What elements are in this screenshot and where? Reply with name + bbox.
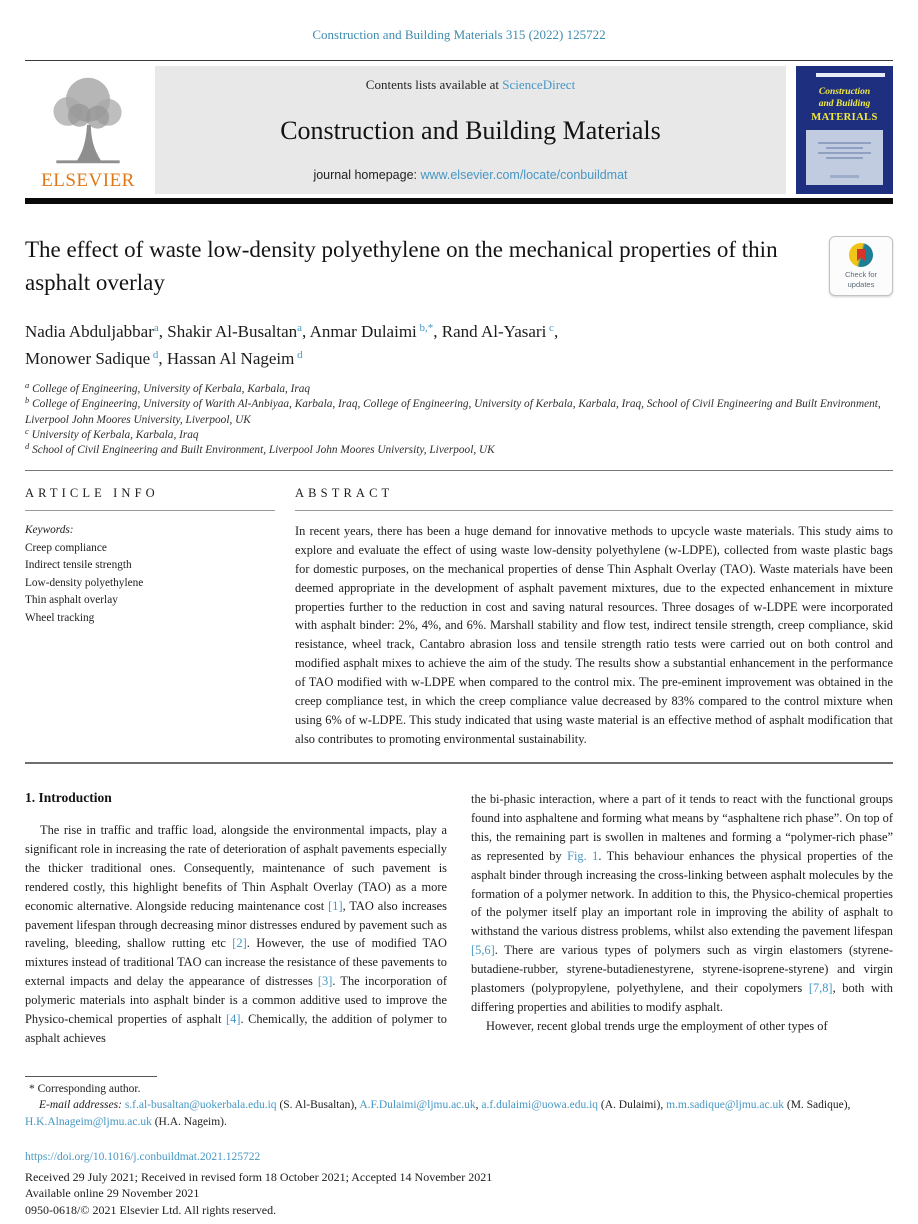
text-run: (M. Sadique), [783, 1099, 851, 1111]
text-run: The rise in traffic and traffic load, alongside the environmental impacts, play a significant role in increasing the rate of deterioration of asphalt pavements especially the thicker traditional ones. Consequently, maintenance of such pavement is rendered costly, this highlight benefits of Thin Asphalt Overlay (TAO) as a more economic alternative. Alongside reducing maintenance cost [25, 823, 447, 913]
elsevier-wordmark: ELSEVIER [41, 170, 135, 191]
email-addresses-line [25, 1097, 893, 1132]
text-run: , [302, 322, 310, 342]
article-info-column [25, 486, 275, 748]
abstract-bottom-divider [25, 762, 893, 764]
inline-link[interactable]: [1] [328, 898, 343, 913]
keyword-item: Creep compliance [25, 541, 107, 554]
body-two-columns [25, 790, 893, 1080]
affiliation-row [25, 382, 893, 397]
text-run: , [553, 322, 559, 342]
text-run: . Chemically, the addition of polymer to asphalt achieves [25, 1011, 448, 1045]
abstract-text: In recent years, there has been a huge demand for innovative methods to upcycle waste materials. This study aims to explore and evaluate the effect of using waste low-density polyethylene (w-LDPE), collected from waste plastic bags for domestic purposes, on the mechanical properties of dense Thin Asphalt Overlay (TAO). Waste materials have been deemed appropriate in the development of asphalt pavement mixtures, due to the expected enhancement in mixture properties further to the reduction in cost and saving natural resources. Three dosages of w-LDPE were incorporated with asphalt binder: 2%, 4%, and 6%. Marshall stability and flow test, indirect tensile strength, creep compliance, skid resistance, wheel track, Cantabro abrasion loss and tensile strength ratio tests were carried out on both control and modified asphalt mixes to achieve the aim of the study. The results show a substantial enhancement in the performance of TAO modified with w-LDPE when compared to the control mix. The pre-eminent improvement was obtained in the creep compliance test, in which the creep compliance value decreased by 83% compared to the control mixture when using 6% of w-LDPE. This study indicated that using waste material is an effective method of asphalt modification that also contributes to promoting environmental sustainability. [295, 524, 893, 746]
doi-link[interactable]: https://doi.org/10.1016/j.conbuildmat.2021.125722 [25, 1151, 261, 1163]
homepage-label: journal homepage: [313, 168, 421, 182]
sciencedirect-link[interactable]: ScienceDirect [502, 77, 576, 92]
body-paragraph [25, 821, 447, 1047]
affiliation-row [25, 397, 893, 428]
journal-masthead [25, 60, 893, 194]
text-run: However, recent global trends urge the employment of other types of [486, 1018, 828, 1033]
text-run: Rand Al-Yasari [441, 322, 547, 342]
keyword-item: Wheel tracking [25, 611, 95, 624]
inline-link[interactable]: [4] [226, 1011, 241, 1026]
cover-panel-line [826, 157, 863, 159]
elsevier-tree-icon [44, 73, 132, 169]
cover-top-bar [816, 73, 885, 77]
text-run: , [433, 322, 442, 342]
cover-title-line2: and Building [818, 99, 871, 110]
affiliation-text: School of Civil Engineering and Built Environment, Liverpool John Moores University, Liverpool, UK [32, 444, 495, 456]
text-run: Nadia Abduljabbar [25, 322, 154, 342]
introduction-heading: 1. Introduction [25, 790, 112, 806]
check-for-updates-label [833, 270, 889, 290]
affiliation-row [25, 425, 893, 443]
inline-link[interactable]: Fig. 1 [567, 848, 599, 863]
inline-link[interactable]: H.K.Alnageim@ljmu.ac.uk [25, 1116, 152, 1129]
footnote-block [25, 1076, 893, 1132]
cover-title-line1: Construction [818, 87, 871, 97]
affiliation-sup: b [25, 395, 30, 406]
text-run: . There are various types of polymers such as virgin elastomers (styrene-butadiene-rubber, styrene-butadienestyrene, styrene-isoprene-styrene) and virgin plastomers (polypropylene, polyethylene, and their copolymers [471, 943, 893, 995]
body-paragraph [471, 1017, 893, 1036]
cover-panel-line [826, 147, 863, 149]
homepage-link[interactable]: www.elsevier.com/locate/conbuildmat [420, 168, 628, 182]
author-superscript: b,* [416, 322, 434, 335]
running-head-citation: Construction and Building Materials 315 (2022) 125722 [312, 27, 606, 42]
affiliation-text: College of Engineering, University of Warith Al-Anbiyaa, Karbala, Iraq, College of Engineering, University of Kerbala, Karbala, Iraq, School of Civil Engineering and Built Environment, Liverpool John Moores University, Liverpool, UK [25, 398, 881, 426]
text-run: . However, the use of modified TAO mixtures instead of traditional TAO can increase the resistance of these pavements to external impacts and delay the appearance of distresses [25, 936, 447, 989]
text-run: , [158, 322, 168, 342]
affiliation-sup: a [25, 380, 30, 390]
footnote-rule [25, 1076, 157, 1077]
inline-link[interactable]: [7,8] [808, 980, 833, 995]
inline-link[interactable]: m.m.sadique@ljmu.ac.uk [666, 1099, 784, 1111]
affiliation-row [25, 443, 893, 458]
author-superscript: a [297, 322, 303, 335]
text-run: (H.A. Nageim). [151, 1116, 227, 1129]
article-title: The effect of waste low-density polyethylene on the mechanical properties of thin asphalt overlay [25, 237, 778, 295]
inline-link[interactable]: [2] [232, 936, 247, 951]
affiliation-sup: d [25, 441, 30, 451]
cover-title-line3: MATERIALS [811, 111, 878, 123]
text-run: E-mail addresses: [39, 1099, 125, 1111]
author-superscript: a [153, 322, 159, 335]
inline-link[interactable]: A.F.Dulaimi@ljmu.ac.uk [359, 1099, 476, 1111]
author-superscript: c [546, 322, 554, 335]
author-superscript: d [150, 348, 159, 361]
contents-line [155, 77, 786, 93]
masthead-center [155, 66, 786, 194]
heading-rule [295, 510, 893, 511]
body-right-column [471, 790, 893, 1080]
homepage-line [155, 168, 786, 182]
text-run: . The incorporation of polymeric materials into asphalt binder is a common additive used to improve the Physico-chemical properties of asphalt [25, 974, 447, 1026]
text-run: Anmar Dulaimi [309, 322, 417, 342]
received-dates-line: Received 29 July 2021; Received in revised form 18 October 2021; Accepted 14 November 2021 [25, 1169, 493, 1184]
cover-panel [806, 130, 883, 185]
cover-panel-dash [830, 175, 859, 178]
inline-link[interactable]: s.f.al-busaltan@uokerbala.edu.iq [124, 1099, 277, 1111]
author-superscript: d [294, 348, 303, 361]
badge-text-line2: updates [847, 279, 875, 289]
corresponding-author-note: * Corresponding author. [29, 1083, 141, 1095]
affiliation-text: University of Kerbala, Karbala, Iraq [31, 428, 199, 441]
text-run: , [475, 1099, 482, 1111]
text-run: , [158, 348, 167, 368]
text-run: Monower Sadique [25, 348, 151, 368]
keyword-item: Low-density polyethylene [25, 576, 144, 589]
available-online-line: Available online 29 November 2021 [25, 1186, 200, 1201]
text-run: (S. Al-Busaltan), [276, 1099, 360, 1111]
badge-text-line1: Check for [844, 270, 878, 279]
text-run: , TAO also increases pavement lifespan through decreasing minor distresses endured by pavement such as raveling, bleeding, shallow rutting etc [25, 898, 447, 951]
article-info-heading: ARTICLE INFO [25, 486, 159, 501]
abstract-heading: ABSTRACT [295, 486, 394, 501]
abstract-column [295, 486, 893, 748]
copyright-line: 0950-0618/© 2021 Elsevier Ltd. All rights reserved. [25, 1202, 277, 1217]
affiliations [25, 382, 893, 458]
contents-prefix: Contents lists available at [365, 77, 503, 92]
inline-link[interactable]: [5,6] [471, 943, 495, 958]
elsevier-logo [25, 66, 151, 194]
text-run: Hassan Al Nageim [166, 348, 295, 368]
body-left-column [25, 790, 447, 1080]
text-run: , both with differing properties and abilities to modify asphalt. [471, 980, 893, 1014]
cover-panel-line [818, 152, 871, 154]
keyword-item: Indirect tensile strength [25, 559, 132, 572]
section-divider [25, 470, 893, 471]
inline-link[interactable]: a.f.dulaimi@uowa.edu.iq [481, 1099, 599, 1111]
keyword-item: Thin asphalt overlay [25, 594, 118, 607]
journal-cover [796, 66, 893, 194]
text-run: . This behaviour enhances the physical properties of the asphalt binder through increasing the cross-linking between asphalt molecules by the formation of a polymer network. In addition to this, the Physico-chemical properties of the polymer itself play an important role in improving the ability of asphalt to withstand the various distress problems, whilst also extending the pavement lifespan [471, 848, 893, 939]
keywords-label: Keywords: [25, 524, 74, 537]
text-run: Shakir Al-Busaltan [167, 322, 298, 342]
cover-panel-line [818, 142, 871, 144]
text-run: (A. Dulaimi), [598, 1099, 667, 1111]
crossmark-icon [849, 243, 873, 267]
journal-title: Construction and Building Materials [280, 115, 661, 145]
affiliation-text: College of Engineering, University of Kerbala, Karbala, Iraq [32, 383, 311, 395]
check-for-updates-badge[interactable] [829, 236, 893, 296]
affiliation-sup: c [25, 425, 29, 436]
inline-link[interactable]: [3] [317, 974, 333, 989]
masthead-divider-bar [25, 198, 893, 204]
bookmark-icon [857, 249, 866, 262]
author-list [25, 319, 893, 372]
text-run: the bi-phasic interaction, where a part of it tends to react with the functional groups found into asphaltene and forming what means by “asphaltene rich phase”. On top of this, the remaining part is swollen in maltenes and forming a “polymer-rich phase” as represented by [471, 792, 893, 863]
body-paragraph [471, 790, 893, 1016]
heading-rule [25, 510, 275, 511]
footer-block [25, 1150, 893, 1219]
